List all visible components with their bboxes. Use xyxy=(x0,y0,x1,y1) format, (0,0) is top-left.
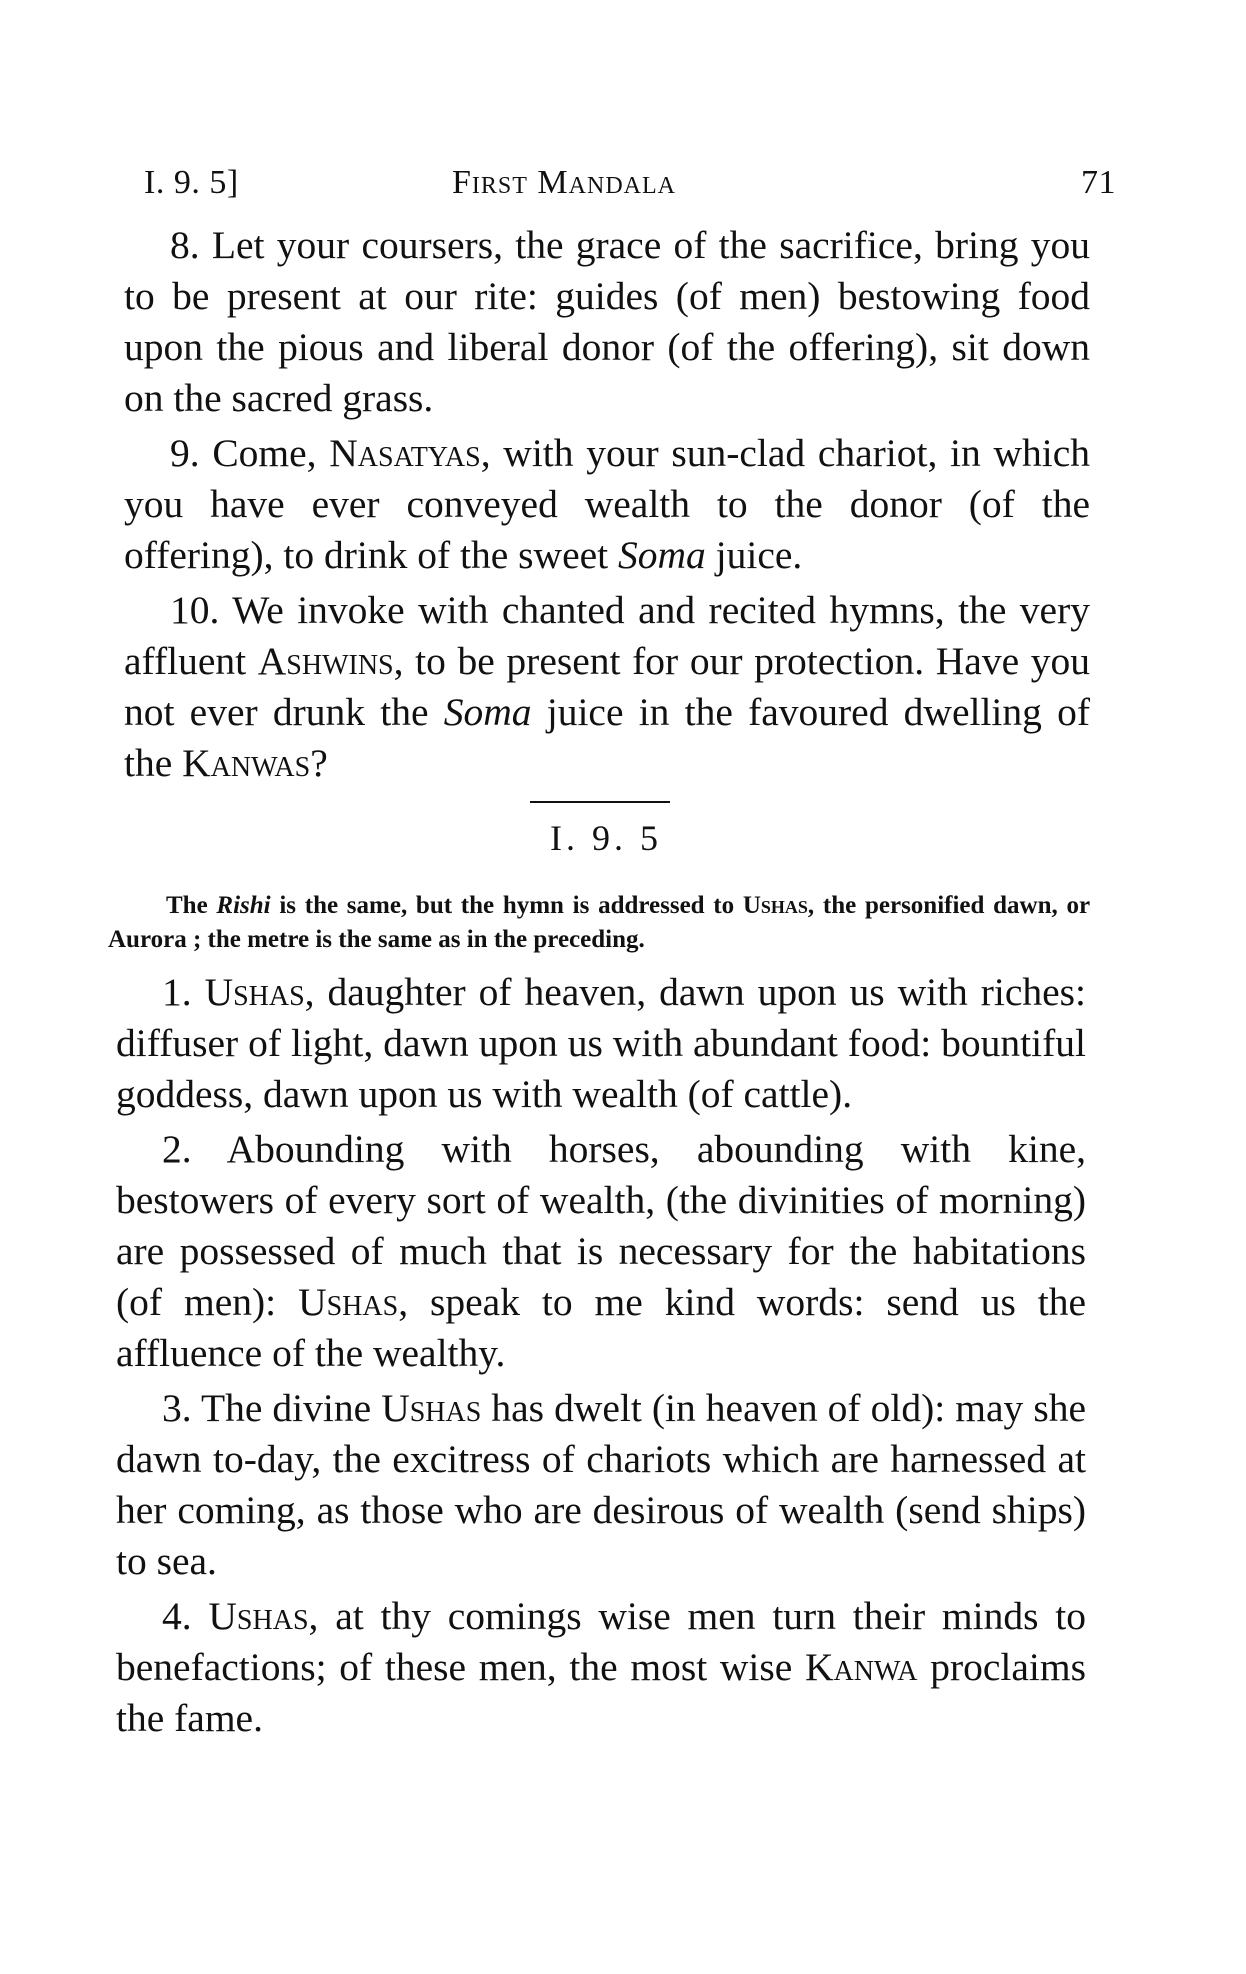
hymn-label: I. 9. 5 xyxy=(550,818,662,858)
running-head xyxy=(96,150,1116,200)
verse-text: juice in the favoured dwelling of the xyxy=(124,690,1091,785)
verse-number: 4. xyxy=(162,1594,192,1638)
verse-number: 8. xyxy=(170,223,200,267)
verse-text: ? xyxy=(310,741,328,785)
verse-10 xyxy=(96,585,1116,789)
verse-3 xyxy=(96,1383,1116,1587)
section-divider xyxy=(530,801,670,803)
verse-text: daughter of heaven, dawn upon us with riches: diffuser of light, dawn upon us with abundant food: bountiful goddess, dawn upon us with wealth (of cattle). xyxy=(116,970,1087,1116)
verse-1 xyxy=(96,967,1116,1120)
verse-number: 3. xyxy=(162,1386,192,1430)
verse-number: 1. xyxy=(162,970,192,1014)
hymn-introduction xyxy=(96,889,1116,957)
verse-4 xyxy=(96,1591,1116,1744)
verse-text: juice. xyxy=(715,533,803,577)
verse-text: The divine xyxy=(200,1386,372,1430)
verse-number: 9. xyxy=(170,431,200,475)
verse-text: has dwelt (in heaven of old): may she dawn to-day, the excitress of chariots which are harnessed at her coming, as those who are desirous of wealth (send ships) to sea. xyxy=(116,1386,1086,1583)
rishi-name: Kanwa xyxy=(805,1645,918,1689)
deity-name: Ushas, xyxy=(204,970,315,1014)
deity-name: Nasatyas, xyxy=(329,431,491,475)
page-number: 71 xyxy=(1081,164,1116,201)
verse-number: 2. xyxy=(162,1127,192,1171)
header-verse-ref: I. 9. 5] xyxy=(144,164,239,201)
verse-8 xyxy=(96,220,1116,424)
verse-text: speak to me kind words: send us the affluence of the wealthy. xyxy=(116,1280,1087,1375)
verse-text: Abounding with horses, abounding with kine, bestowers of every sort of wealth, (the divinities of morning) are possessed of much that is necessary for the habitations (of men): xyxy=(116,1127,1086,1324)
note-text: The xyxy=(166,892,208,919)
note-text: is the same, but the hymn is addressed to xyxy=(279,892,735,919)
note-text: the personified dawn, or Aurora ; the metre is the same as in the preceding. xyxy=(108,892,1091,953)
soma-term: Soma xyxy=(443,690,532,734)
verse-text: proclaims the fame. xyxy=(116,1645,1086,1740)
verse-text: at thy comings wise men turn their minds to benefactions; of these men, the most wise xyxy=(116,1594,1086,1689)
verse-text: with your sun-clad chariot, in which you have ever conveyed wealth to the donor (of the offering), to drink of the sweet xyxy=(124,431,1091,577)
deity-name: Ashwins, xyxy=(257,639,404,683)
deity-name: Ushas, xyxy=(298,1280,409,1324)
verse-text: Let your coursers, the grace of the sacrifice, bring you to be present at our rite: guides (of men) bestowing food upon the pious and liberal donor (of the offering), sit down on the sacred grass. xyxy=(124,223,1090,420)
verse-number: 10. xyxy=(170,588,220,632)
soma-term: Soma xyxy=(617,533,706,577)
deity-name: Ushas xyxy=(381,1386,482,1430)
verse-9 xyxy=(96,428,1116,581)
verse-text: to be present for our protection. Have you not ever drunk the xyxy=(124,639,1091,734)
verse-text: We invoke with chanted and recited hymns, the very affluent xyxy=(124,588,1090,683)
deity-name: Ushas, xyxy=(208,1594,319,1638)
header-title: First Mandala xyxy=(452,164,676,201)
verse-2 xyxy=(96,1124,1116,1379)
verse-text: Come, xyxy=(212,431,317,475)
clan-name: Kanwas xyxy=(182,741,311,785)
rishi-term: Rishi xyxy=(216,892,271,919)
deity-name: Ushas, xyxy=(742,892,815,919)
body-text xyxy=(96,220,1116,1744)
book-page xyxy=(96,150,1116,1748)
